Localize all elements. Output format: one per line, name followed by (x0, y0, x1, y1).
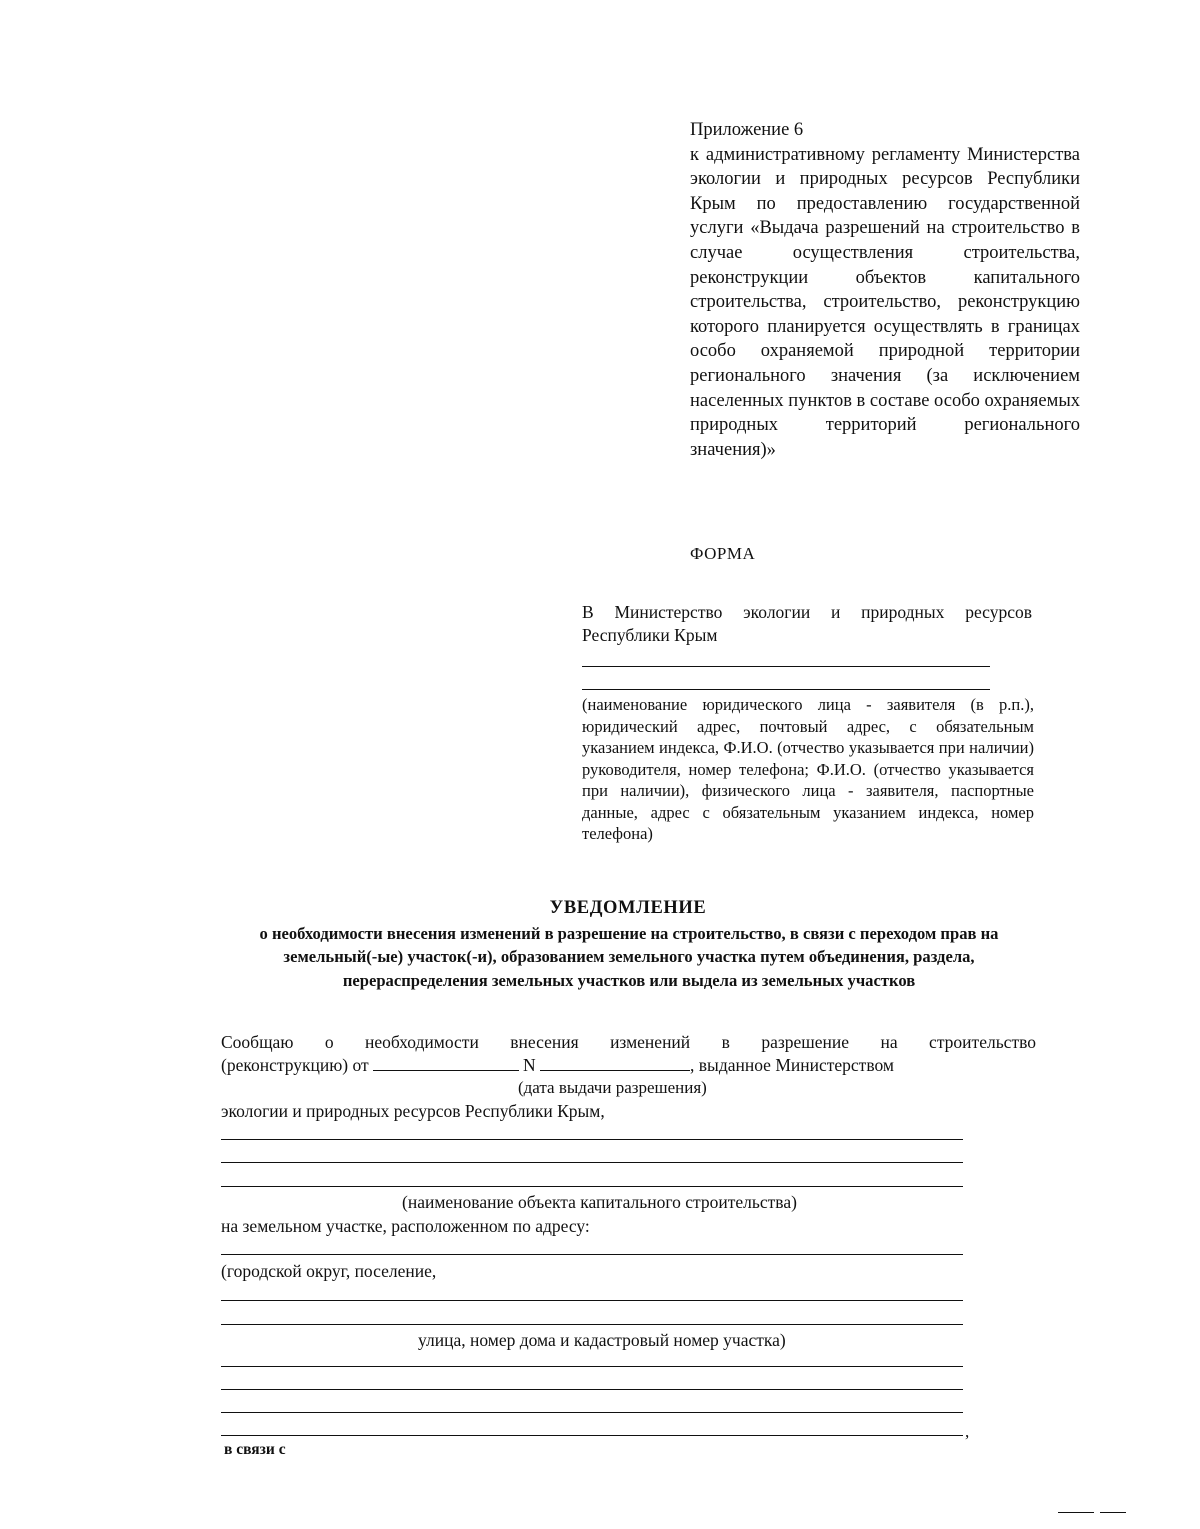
in-connection-label: в связи с (224, 1441, 286, 1458)
address-line-3[interactable] (221, 1324, 963, 1325)
object-line-2[interactable] (221, 1162, 963, 1163)
plot-address-text: на земельном участке, расположенном по адресу: (221, 1216, 590, 1236)
date-caption: (дата выдачи разрешения) (518, 1078, 707, 1097)
street-caption: улица, номер дома и кадастровый номер участка) (418, 1330, 786, 1350)
footer-mark-1 (1058, 1512, 1094, 1513)
permit-date-field[interactable] (373, 1054, 519, 1071)
line-end-comma: , (965, 1422, 970, 1441)
appendix-block (690, 118, 1080, 462)
applicant-line-2[interactable] (582, 689, 990, 690)
district-caption: (городской округ, поселение, (221, 1261, 437, 1281)
object-line-3[interactable] (221, 1186, 963, 1187)
reason-line-3[interactable] (221, 1412, 963, 1413)
body-line-1: Сообщаю о необходимости внесения изменений в разрешение на строительство (221, 1032, 1036, 1052)
appendix-text: к административному регламенту Министерства экологии и природных ресурсов Республики Крым по предоставлению государственной услуги «Выдача разрешений на строительство в случае осуществления строительства, реконструкции объектов капитального строительства, строительство, реконструкцию которого планируется осуществлять в границах особо охраняемой природной территории регионального значения (за исключением населенных пунктов в составе особо охраняемых природных территорий регионального значения)» (690, 144, 1080, 460)
body-line-2 (221, 1054, 894, 1077)
permit-number-label: N (523, 1055, 536, 1075)
appendix-label: Приложение 6 (690, 120, 804, 140)
reason-line-1[interactable] (221, 1366, 963, 1367)
form-label: ФОРМА (690, 544, 756, 563)
permit-number-field[interactable] (540, 1054, 690, 1071)
applicant-line-1[interactable] (582, 666, 990, 667)
address-line-2[interactable] (221, 1300, 963, 1301)
body-line-2-prefix: (реконструкцию) от (221, 1055, 369, 1075)
reason-line-4[interactable] (221, 1435, 963, 1436)
body-line-2-suffix: , выданное Министерством (690, 1055, 894, 1075)
notice-subtitle: о необходимости внесения изменений в разрешение на строительство, в связи с переходом прав на земельный(-ые) участок(-и), образованием земельного участка путем объединения, раздела, перераспределения земельных участков или выдела из земельных участков (259, 924, 999, 990)
object-caption: (наименование объекта капитального строительства) (402, 1192, 797, 1212)
reason-line-2[interactable] (221, 1389, 963, 1390)
addressee-text: В Министерство экологии и природных ресурсов Республики Крым (582, 602, 1032, 645)
notice-title: УВЕДОМЛЕНИЕ (549, 898, 707, 918)
footer-mark-2 (1100, 1512, 1126, 1513)
applicant-note: (наименование юридического лица - заявителя (в р.п.), юридический адрес, почтовый адрес, с обязательным указанием индекса, Ф.И.О. (отчество указывается при наличии) руководителя, номер телефона; Ф.И.О. (отчество указывается при наличии), физического лица - заявителя, паспортные данные, адрес с обязательным указанием индекса, номер телефона) (582, 695, 1034, 843)
address-line-1[interactable] (221, 1254, 963, 1255)
body-line-3: экологии и природных ресурсов Республики Крым, (221, 1101, 605, 1121)
object-line-1[interactable] (221, 1139, 963, 1140)
